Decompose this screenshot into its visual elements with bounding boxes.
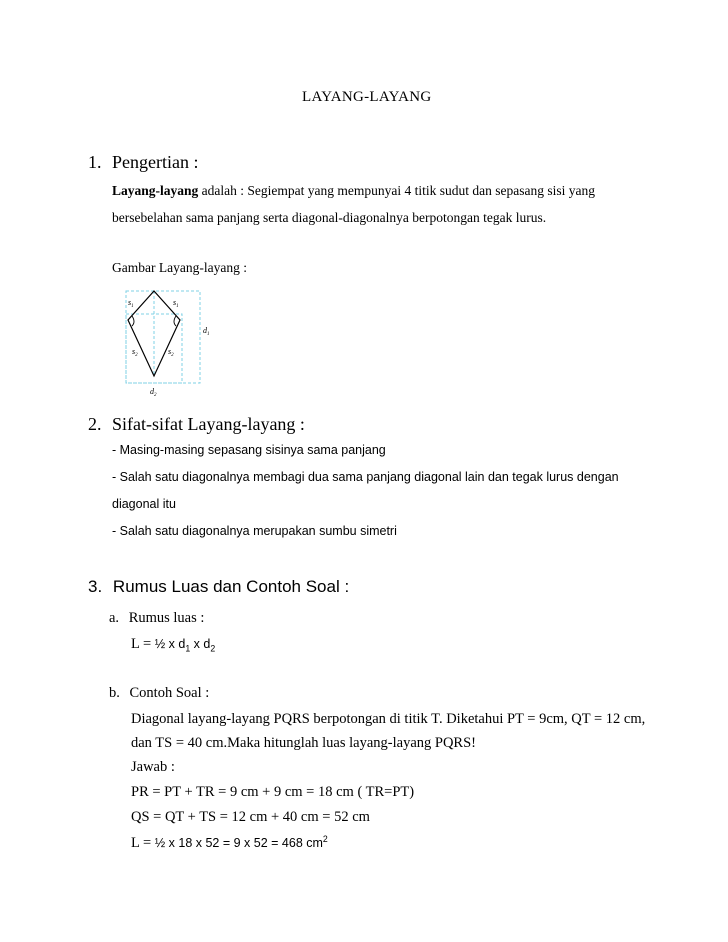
section-1-number: 1. xyxy=(88,152,102,172)
answer-line-1: PR = PT + TR = 9 cm + 9 cm = 18 cm ( TR=PT) xyxy=(131,784,415,800)
page-title: LAYANG-LAYANG xyxy=(302,89,432,105)
property-item-continuation: diagonal itu xyxy=(112,497,176,511)
subsection-a-marker: a. xyxy=(109,610,120,626)
formula-prefix: L = xyxy=(131,636,155,652)
kite-figure xyxy=(118,288,230,400)
label-s1-left: $s_1$ xyxy=(128,298,134,309)
subsection-a-heading xyxy=(109,610,204,627)
subsection-b-marker: b. xyxy=(109,685,120,701)
label-d1: $d_1$ xyxy=(203,326,210,337)
section-3-heading xyxy=(88,577,349,597)
definition-line-2: bersebelahan sama panjang serta diagonal-diagonalnya berpotongan tegak lurus. xyxy=(112,210,547,225)
subsection-b-heading xyxy=(109,685,209,702)
section-3-number: 3. xyxy=(88,577,103,596)
formula-body: ½ x $d_1$ x $d_2$ xyxy=(154,637,216,654)
figure-caption: Gambar Layang-layang : xyxy=(112,260,247,275)
left-angle-mark xyxy=(132,316,134,326)
section-2-heading xyxy=(88,414,305,435)
right-angle-mark xyxy=(174,316,176,326)
label-d2: $d_2$ xyxy=(150,387,157,398)
section-1-title: Pengertian : xyxy=(112,152,199,172)
section-2-title: Sifat-sifat Layang-layang : xyxy=(112,414,305,434)
label-s2-left: $s_2$ xyxy=(132,347,138,358)
property-item: - Salah satu diagonalnya merupakan sumbu simetri xyxy=(112,524,397,538)
label-s2-right: $s_2$ xyxy=(168,347,174,358)
area-formula xyxy=(131,636,215,654)
section-2-number: 2. xyxy=(88,414,102,434)
definition-term: Layang-layang xyxy=(112,183,199,198)
section-3-title: Rumus Luas dan Contoh Soal : xyxy=(112,577,350,596)
subsection-b-label: Contoh Soal : xyxy=(129,685,210,701)
problem-line-2: dan TS = 40 cm.Maka hitunglah luas layang-layang PQRS! xyxy=(131,735,476,751)
definition-text-1: adalah : Segiempat yang mempunyai 4 titik sudut dan sepasang sisi yang xyxy=(198,183,595,198)
subsection-a-label: Rumus luas : xyxy=(128,610,205,626)
answer-line-3-prefix: L = xyxy=(131,835,155,852)
answer-line-2: QS = QT + TS = 12 cm + 40 cm = 52 cm xyxy=(131,809,370,825)
answer-label: Jawab : xyxy=(131,759,175,775)
section-1-heading xyxy=(88,152,198,173)
d1-bounding-box xyxy=(126,291,200,383)
problem-line-1: Diagonal layang-layang PQRS berpotongan di titik T. Diketahui PT = 9cm, QT = 12 cm, xyxy=(131,711,646,727)
label-s1-right: $s_1$ xyxy=(173,298,179,309)
property-item: - Masing-masing sepasang sisinya sama panjang xyxy=(112,443,386,457)
answer-line-3 xyxy=(131,834,328,852)
definition-line-1 xyxy=(112,183,595,199)
answer-line-3-body: ½ x 18 x 52 = 9 x 52 = 468 $cm^2$ xyxy=(154,834,328,851)
property-item: - Salah satu diagonalnya membagi dua sama panjang diagonal lain dan tegak lurus dengan xyxy=(112,470,619,484)
